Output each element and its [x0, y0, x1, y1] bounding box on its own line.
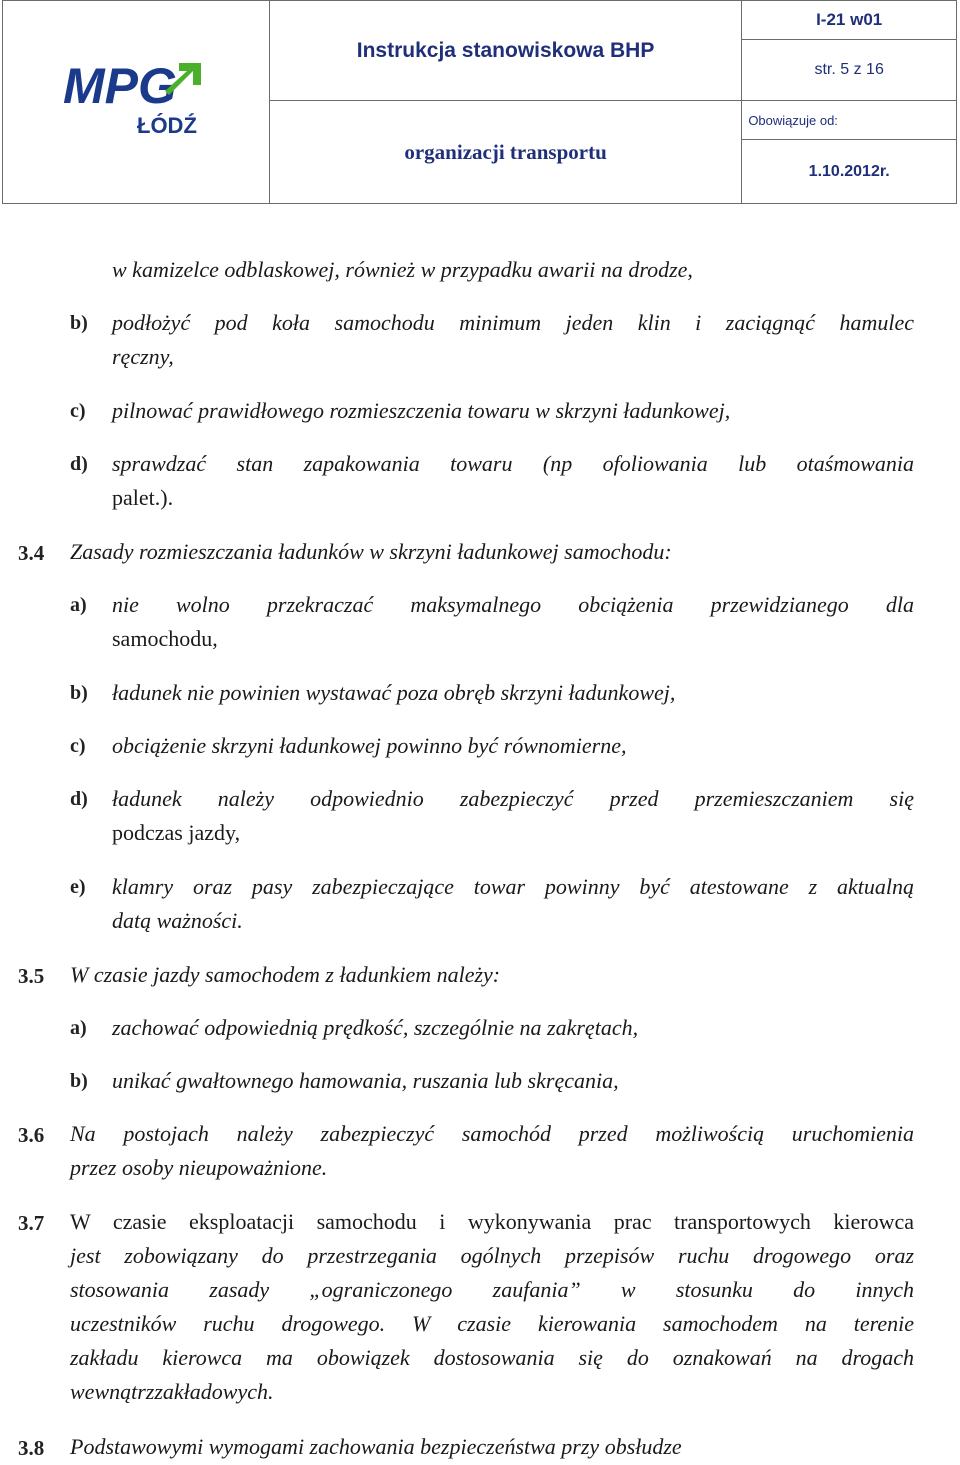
item-label: b)	[70, 1070, 88, 1092]
section-paragraph: Na postojach należy zabezpieczyć samochód przed możliwością uruchomienia przez osoby nieupoważnione.	[70, 1121, 914, 1180]
list-item: pilnować prawidłowego rozmieszczenia towaru w skrzyni ładunkowej,	[112, 398, 731, 423]
item-label: c)	[70, 400, 86, 422]
list-item: unikać gwałtownego hamowania, ruszania lub skręcania,	[112, 1068, 619, 1093]
list-item: obciążenie skrzyni ładunkowej powinno być równomierne,	[112, 733, 627, 758]
section-number: 3.8	[18, 1436, 45, 1460]
list-item: ładunek nie powinien wystawać poza obręb skrzyni ładunkowej,	[112, 680, 676, 705]
logo-subtext: ŁÓDŹ	[136, 112, 197, 138]
continuation-line: w kamizelce odblaskowej, również w przypadku awarii na drodze,	[112, 257, 693, 282]
logo-text: MPG	[62, 57, 177, 114]
item-label: e)	[70, 876, 86, 898]
section-number: 3.4	[18, 541, 45, 565]
list-item: nie wolno przekraczać maksymalnego obciążenia przewidzianego dla samochodu,	[112, 592, 914, 651]
document-subtitle: organizacji transportu	[269, 101, 741, 204]
document-header	[2, 0, 957, 204]
item-label: b)	[70, 312, 88, 334]
item-label: c)	[70, 735, 86, 757]
item-label: d)	[70, 453, 88, 475]
section-paragraph: W czasie eksploatacji samochodu i wykonywania prac transportowych kierowca jest zobowiązany do przestrzegania ogólnych przepisów ruchu drogowego oraz stosowania zasady „ograniczonego zaufania” w stosunku do innych uczestników ruchu drogowego. W czasie kierowania samochodem na terenie zakładu kierowca ma obowiązek dostosowania się do oznakowań na drogach wewnątrzzakładowych.	[70, 1209, 914, 1404]
item-label: a)	[70, 594, 87, 616]
section-number: 3.7	[18, 1211, 45, 1235]
section-heading: Podstawowymi wymogami zachowania bezpieczeństwa przy obsłudze	[70, 1434, 682, 1459]
document-code: I-21 w01	[742, 1, 957, 40]
list-item: podłożyć pod koła samochodu minimum jeden klin i zaciągnąć hamulec ręczny,	[112, 310, 914, 369]
item-label: d)	[70, 788, 88, 810]
valid-from-label: Obowiązuje od:	[742, 101, 957, 140]
section-heading: Zasady rozmieszczania ładunków w skrzyni ładunkowej samochodu:	[70, 539, 672, 564]
list-item: klamry oraz pasy zabezpieczające towar powinny być atestowane z aktualną datą ważności.	[112, 874, 914, 933]
section-heading: W czasie jazdy samochodem z ładunkiem należy:	[70, 962, 501, 987]
logo-cell	[3, 1, 270, 204]
list-item: ładunek należy odpowiednio zabezpieczyć przed przemieszczaniem się podczas jazdy,	[112, 786, 914, 845]
page-number: str. 5 z 16	[742, 39, 957, 101]
list-item: zachować odpowiednią prędkość, szczególnie na zakrętach,	[112, 1015, 639, 1040]
mpg-logo	[61, 55, 211, 145]
item-label: a)	[70, 1017, 87, 1039]
document-title: Instrukcja stanowiskowa BHP	[269, 1, 741, 101]
valid-from-date: 1.10.2012r.	[742, 140, 957, 204]
section-number: 3.6	[18, 1123, 45, 1147]
list-item: sprawdzać stan zapakowania towaru (np ofoliowania lub otaśmowania palet.).	[112, 451, 914, 510]
item-label: b)	[70, 682, 88, 704]
section-number: 3.5	[18, 964, 45, 988]
